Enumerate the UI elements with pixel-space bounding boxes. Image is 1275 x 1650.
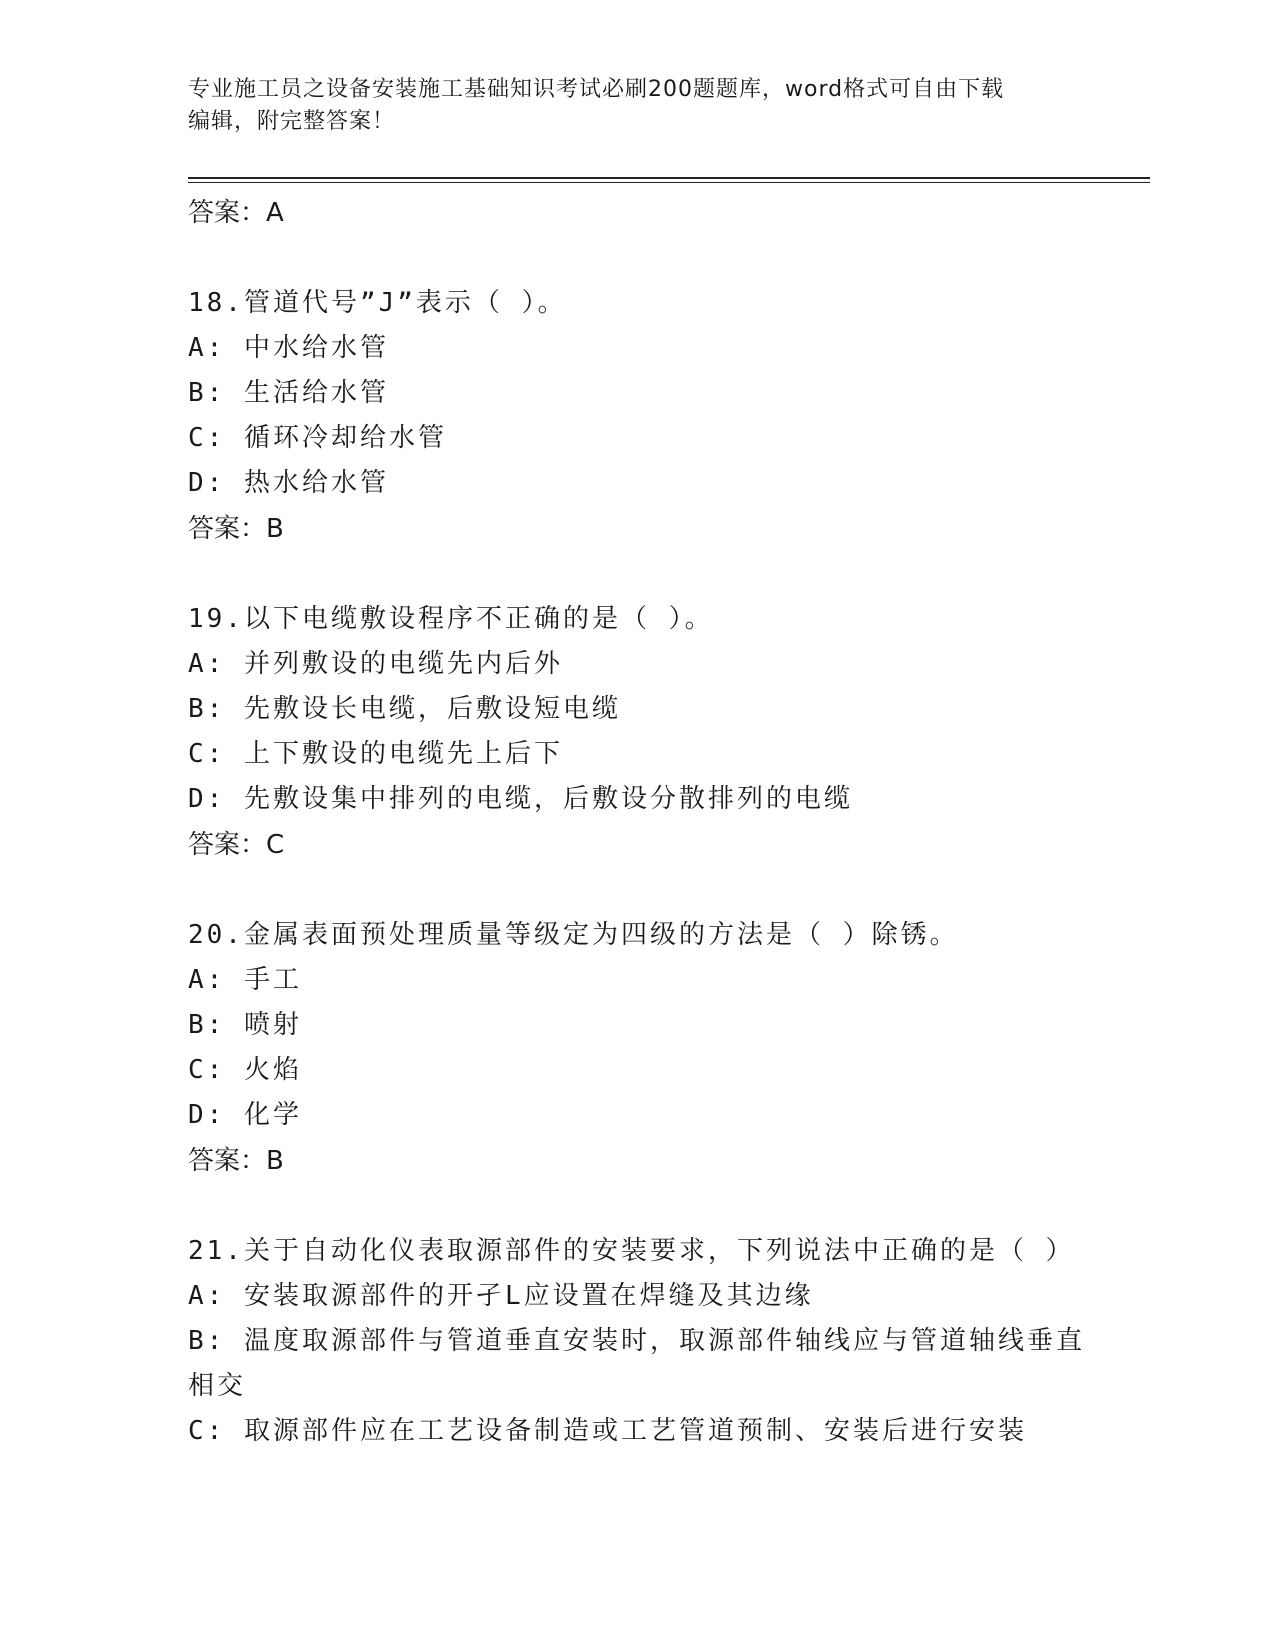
document-header [188,74,1068,138]
question-18 [188,281,1088,552]
question-21 [188,1229,1088,1454]
option-d: D: 化学 [188,1100,302,1130]
header-line-2: 编辑，附完整答案！ [188,109,396,134]
option-c: C: 取源部件应在工艺设备制造或工艺管道预制、安装后进行安装 [188,1416,1027,1446]
option-b: B: 先敷设长电缆，后敷设短电缆 [188,694,621,724]
option-c: C: 上下敷设的电缆先上后下 [188,739,563,769]
option-c: C: 火焰 [188,1055,302,1085]
header-divider-thick [188,177,1150,179]
option-b: B: 生活给水管 [188,378,389,408]
answer-line: 答案：C [188,830,285,860]
header-line-1: 专业施工员之设备安装施工基础知识考试必刷200题题库，word格式可自由下载 [188,77,1005,102]
question-20 [188,913,1088,1184]
option-d: D: 热水给水管 [188,468,389,498]
question-stem: 21.关于自动化仪表取源部件的安装要求，下列说法中正确的是（ ） [188,1236,1075,1266]
question-stem: 20.金属表面预处理质量等级定为四级的方法是（ ）除锈。 [188,920,959,950]
header-divider-thin [188,182,1150,183]
option-a: A: 手工 [188,965,302,995]
option-a: A: 并列敷设的电缆先内后外 [188,649,563,679]
question-content [188,190,1088,1454]
question-stem: 18.管道代号”J”表示（ ）。 [188,288,567,318]
option-a: A: 中水给水管 [188,333,389,363]
question-19 [188,597,1088,868]
option-b: B: 温度取源部件与管道垂直安装时，取源部件轴线应与管道轴线垂直相交 [188,1326,1085,1401]
option-a: A: 安装取源部件的开孑L应设置在焊缝及其边缘 [188,1281,814,1311]
answer-line: 答案：A [188,198,284,228]
answer-line: 答案：B [188,514,284,544]
option-b: B: 喷射 [188,1010,302,1040]
option-c: C: 循环冷却给水管 [188,423,447,453]
question-stem: 19.以下电缆敷设程序不正确的是（ ）。 [188,604,714,634]
answer-line: 答案：B [188,1146,284,1176]
option-d: D: 先敷设集中排列的电缆，后敷设分散排列的电缆 [188,784,853,814]
